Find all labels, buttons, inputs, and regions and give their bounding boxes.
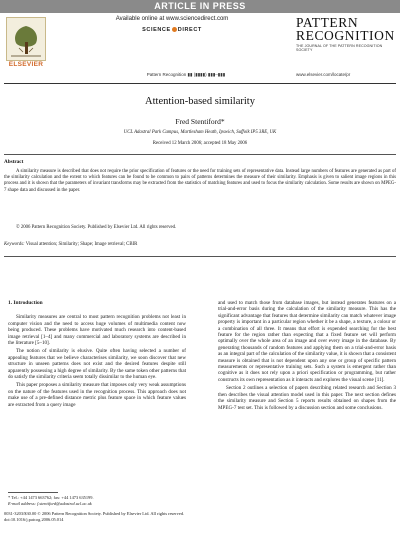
paragraph: and used to match those from database images, but instead generates features on a trial-and-error basis during the calculation of the similarity measure. This has the significant advantage that features that determine similarity can match whatever image property is important in a particular region whether it be a shape, a texture, a colour or a combination of all three. It means that effort is expended searching for the best feature for the region rather than expecting that a fixed feature set will perform optimally over the whole area of an image and over every image in the database. By generating thousands of random features and applying them on a trial-and-error basis as an integral part of the calculation of the similarity value, it is shown that a consistent measure is obtained that is not dependent upon any one or group of specific pattern measurements or representative training sets. Such a system is emergent rather than cognitive as it does not rely upon a priori specification or programming, but rather constructs its own representation as it interacts and explores the visual scene [11].: [218, 300, 396, 383]
journal-header: [0, 14, 400, 80]
author-name: Fred Stentiford*: [175, 117, 225, 126]
left-column: [8, 300, 186, 410]
journal-title-line2: RECOGNITION: [296, 28, 395, 43]
sciencedirect-dot-icon: [172, 27, 177, 32]
keywords-list: Visual attention; Similarity; Shape; Image retrieval; CBIR: [25, 242, 138, 247]
online-availability: Available online at www.sciencedirect.com: [115, 16, 229, 22]
footnote-email: E-mail address: f.stentiford@adastral.ucl.ac.uk: [8, 500, 92, 506]
article-dates: Received 12 March 2006; accepted 18 May 2006: [152, 141, 248, 146]
sciencedirect-left: SCIENCE: [142, 27, 171, 33]
journal-reference: Pattern Recognition ▮▮ (▮▮▮▮) ▮▮▮–▮▮▮: [146, 72, 226, 77]
section-heading: 1. Introduction: [8, 300, 43, 306]
article-title: Attention-based similarity: [145, 96, 255, 107]
journal-masthead: [296, 16, 398, 78]
doi: doi:10.1016/j.patcog.2006.05.014: [4, 516, 64, 522]
footnote: [8, 492, 186, 506]
abstract-top-rule: [4, 154, 396, 155]
abstract-bottom-rule: [4, 256, 396, 257]
publisher-name: ELSEVIER: [8, 61, 44, 68]
paragraph: Section 2 outlines a selection of papers describing related research and Section 3 then describes the visual attention model used in this paper. The next section defines the similarity measure and Section 5 reports results obtained on shapes from the MPEG-7 test set. This is followed by a discussion section and some conclusions.: [218, 385, 396, 411]
author-affiliation: UCL Adastral Park Campus, Martlesham Heath, Ipswich, Suffolk IP5 3RE, UK: [123, 130, 277, 135]
keywords: [4, 242, 396, 247]
paragraph: Similarity measures are central to most pattern recognition problems not least in computer vision and the need to access huge volumes of multimedia content now being produced. These problems have motivated much research into content-based image retrieval [1–4] and many commercial and laboratory systems are described in the literature [5–10].: [8, 314, 186, 347]
abstract-heading: Abstract: [4, 159, 24, 165]
paragraph: The notion of similarity is elusive. Quite often having selected a number of appealing features that we believe characterises similarity, we soon discover that new structure in unseen patterns does not exist and the desired features despite still apparently possessing a high degree of similarity. By the same token other patterns that do satisfy the similarity criteria seem totally dissimilar to the human eye.: [8, 348, 186, 381]
abstract-copyright: © 2006 Pattern Recognition Society. Published by Elsevier Ltd. All rights reserved.: [16, 225, 177, 230]
header-rule: [4, 83, 396, 84]
sciencedirect-logo: [132, 27, 212, 33]
journal-url: www.elsevier.com/locate/pr: [296, 72, 351, 77]
abstract-text: A similarity measure is described that does not require the prior specification of features or the need for training sets of representative data. Instead large numbers of features are generated as part of the similarity calculation and the extent to which features can be found to be common to pairs of patterns determines the measure of their similarity. Emphasis is given to salient image regions in this process and it is shown that the parameters of invariant transforms may be extracted from the statistics of matching features and used to focus the similarity calculation. Some results are shown on MPEG-7 shape data and discussed in the paper.: [4, 169, 396, 193]
keywords-label: Keywords:: [4, 242, 25, 247]
tree-icon: [7, 18, 45, 60]
publication-info: [4, 511, 396, 522]
right-column: [218, 300, 396, 413]
elsevier-tree-logo: [6, 17, 46, 61]
footnote-rule: [8, 492, 58, 493]
footnote-tel: * Tel.: +44 1473 663762; fax: +44 1473 635199.: [8, 495, 94, 500]
journal-subtitle: THE JOURNAL OF THE PATTERN RECOGNITION SOCIETY: [296, 44, 383, 52]
issn-copyright: 0031-3203/$30.00 © 2006 Pattern Recognition Society. Published by Elsevier Ltd. All rights reserved.: [4, 511, 185, 516]
journal-title-line1: PATTERN: [296, 15, 359, 30]
paragraph: This paper proposes a similarity measure that imposes only very weak assumptions on the nature of the features used in the recognition process. This approach does not make use of a pre-defined distance metric plus feature space in which feature values are extracted from a query image: [8, 382, 186, 408]
article-in-press-banner: ARTICLE IN PRESS: [0, 0, 400, 13]
sciencedirect-right: DIRECT: [177, 27, 202, 33]
